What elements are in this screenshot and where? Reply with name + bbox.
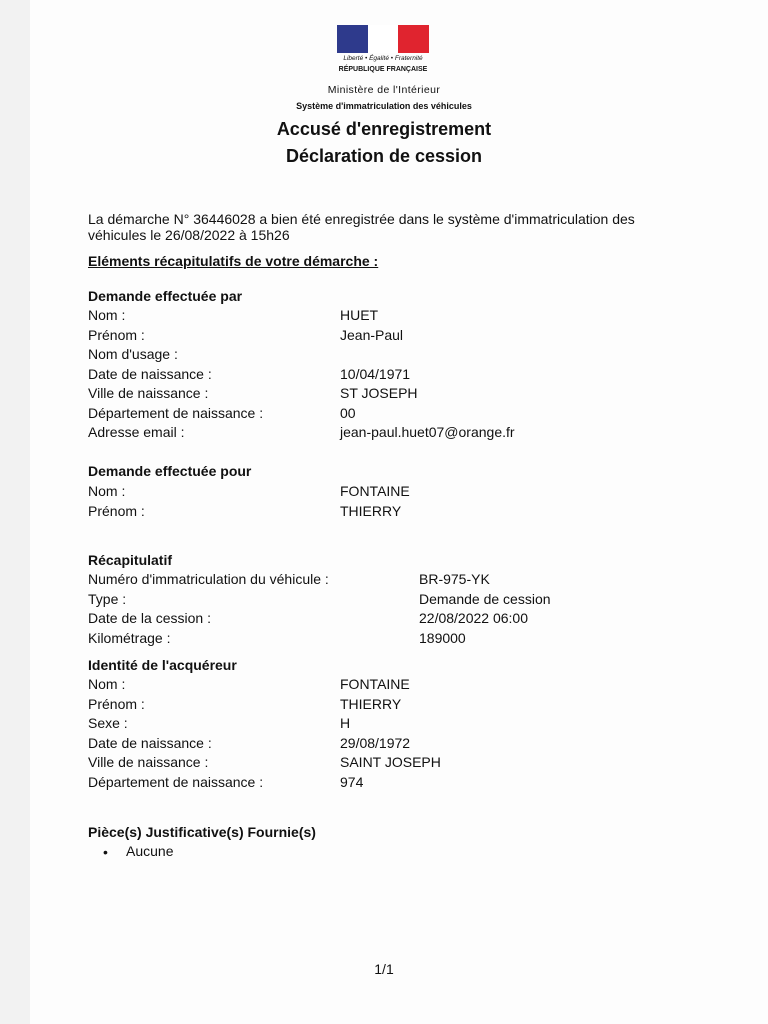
ministry-name: Ministère de l'Intérieur	[327, 84, 441, 96]
buyer-row	[88, 735, 688, 755]
field-label: Kilométrage :	[88, 629, 171, 646]
field-label: Prénom :	[88, 502, 145, 519]
buyer-row	[88, 696, 688, 716]
buyer-row	[88, 774, 688, 794]
beneficiary-row	[88, 483, 688, 503]
page-number: 1/1	[374, 961, 394, 977]
recap-section-title: Récapitulatif	[88, 552, 173, 568]
field-label: Ville de naissance :	[88, 754, 209, 770]
requester-row	[88, 385, 688, 405]
requester-row	[88, 366, 688, 386]
field-label: Adresse email :	[88, 424, 185, 440]
buyer-row	[88, 754, 688, 774]
field-value: 974	[340, 773, 364, 790]
field-value: Jean-Paul	[340, 326, 404, 343]
field-value: FONTAINE	[340, 676, 410, 692]
buyer-row	[88, 676, 688, 696]
field-value: THIERRY	[340, 695, 402, 712]
field-label: Ville de naissance :	[88, 385, 209, 401]
requester-row	[88, 424, 688, 444]
field-label: Date de la cession :	[88, 610, 211, 626]
french-flag-icon	[337, 25, 429, 53]
field-value: SAINT JOSEPH	[340, 754, 441, 770]
requester-row	[88, 307, 688, 327]
bullet-icon: •	[103, 844, 108, 860]
requester-section-title: Demande effectuée par	[88, 288, 243, 304]
document-subtitle: Déclaration de cession	[285, 146, 483, 166]
field-label: Nom :	[88, 307, 126, 323]
field-value: THIERRY	[340, 502, 402, 519]
beneficiary-section-title: Demande effectuée pour	[88, 463, 252, 479]
requester-row	[88, 405, 688, 425]
field-label: Date de naissance :	[88, 365, 212, 382]
field-label: Numéro d'immatriculation du véhicule :	[88, 571, 329, 587]
field-value: Demande de cession	[419, 590, 551, 607]
field-value: FONTAINE	[340, 483, 410, 499]
field-label: Type :	[88, 590, 127, 607]
field-label: Prénom :	[88, 326, 145, 343]
logo-republic: RÉPUBLIQUE FRANÇAISE	[338, 66, 428, 73]
recap-row	[88, 630, 688, 650]
beneficiary-row	[88, 503, 688, 523]
requester-row	[88, 327, 688, 347]
field-value: 189000	[419, 629, 466, 646]
document-title: Accusé d'enregistrement	[276, 119, 492, 139]
field-label: Département de naissance :	[88, 404, 264, 421]
summary-heading: Eléments récapitulatifs de votre démarche :	[88, 253, 379, 269]
buyer-row	[88, 715, 688, 735]
field-value: BR-975-YK	[419, 571, 490, 587]
logo-motto: Liberté • Égalité • Fraternité	[343, 55, 423, 62]
requester-row	[88, 346, 688, 366]
field-label: Nom d'usage :	[88, 346, 178, 362]
field-label: Nom :	[88, 483, 126, 499]
field-value: 00	[340, 404, 356, 421]
document-item: Aucune	[126, 843, 174, 859]
documents-section-title: Pièce(s) Justificative(s) Fournie(s)	[88, 824, 316, 840]
recap-row	[88, 591, 688, 611]
field-label: Prénom :	[88, 695, 145, 712]
field-value: H	[340, 715, 351, 731]
field-label: Département de naissance :	[88, 773, 264, 790]
field-label: Date de naissance :	[88, 734, 212, 751]
recap-row	[88, 571, 688, 591]
field-value: jean-paul.huet07@orange.fr	[340, 424, 515, 440]
republique-francaise-logo	[337, 25, 429, 77]
field-value: ST JOSEPH	[340, 385, 418, 401]
field-value: 29/08/1972	[340, 734, 411, 751]
field-value: 10/04/1971	[340, 365, 411, 382]
system-name: Système d'immatriculation des véhicules	[296, 101, 472, 111]
recap-row	[88, 610, 688, 630]
field-label: Nom :	[88, 676, 126, 692]
field-value: 22/08/2022 06:00	[419, 610, 528, 626]
intro-paragraph: La démarche N° 36446028 a bien été enregistrée dans le système d'immatriculation des véhicules le 26/08/2022 à 15h26	[88, 211, 635, 243]
field-value: HUET	[340, 307, 379, 323]
field-label: Sexe :	[88, 715, 128, 731]
buyer-section-title: Identité de l'acquéreur	[88, 657, 237, 673]
